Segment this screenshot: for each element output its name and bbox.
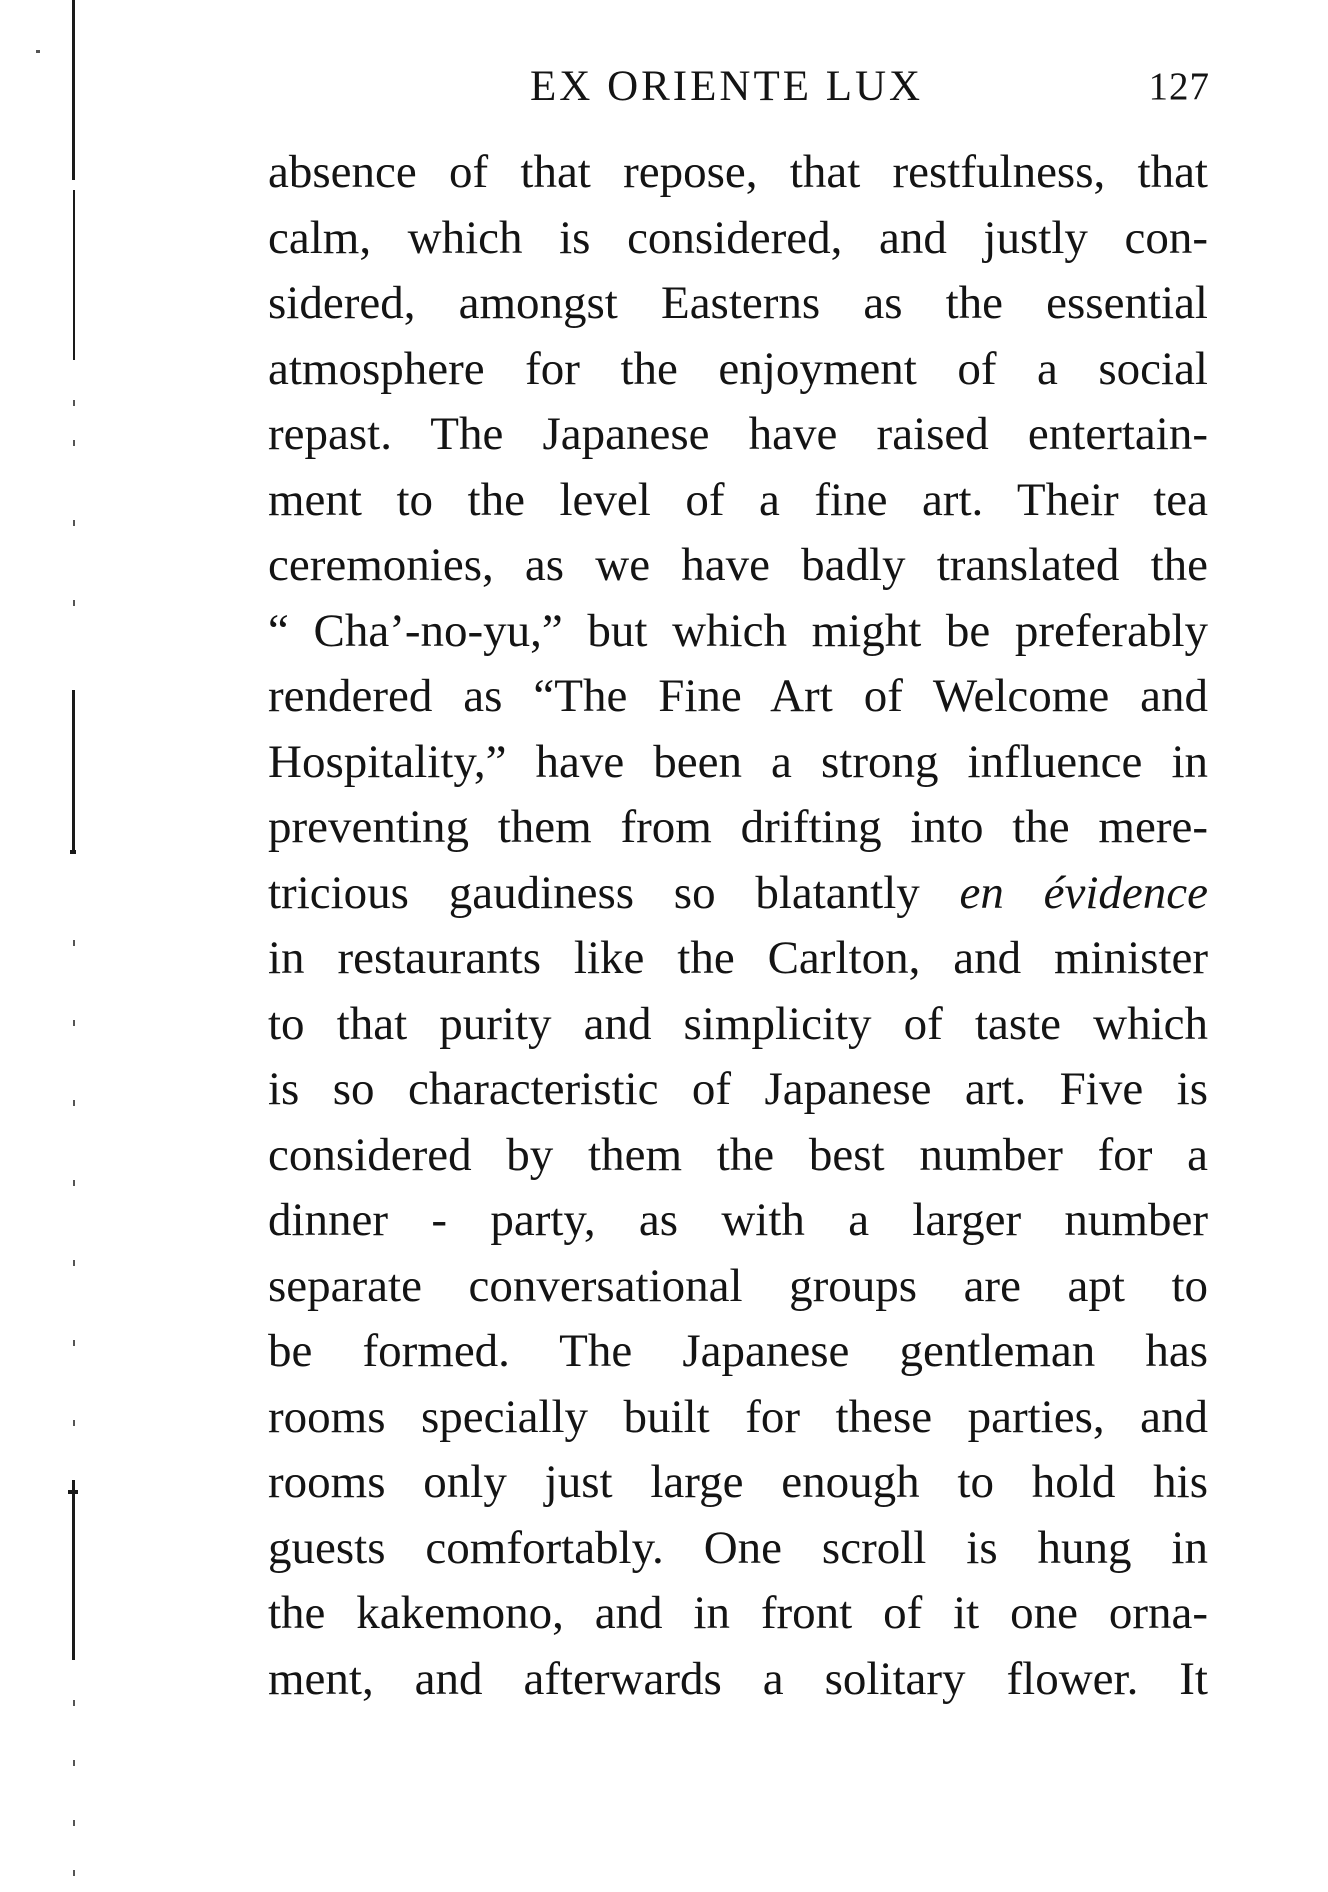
text-line: in restaurants like the Carlton, and minister <box>268 932 1208 984</box>
text-line: Hospitality,” have been a strong influence in <box>268 735 1208 788</box>
text-line: rendered as “The Fine Art of Welcome and <box>268 670 1208 722</box>
italic-phrase: en évidence <box>959 866 1208 919</box>
text-line: ceremonies, as we have badly translated the <box>268 539 1208 591</box>
binding-edge-mark <box>73 1760 75 1766</box>
running-head <box>270 62 1210 112</box>
text-line: repast. The Japanese have raised entertain- <box>268 408 1208 460</box>
binding-edge-line <box>73 190 75 360</box>
page-number: 127 <box>1148 65 1210 108</box>
text-line: considered by them the best number for a <box>268 1128 1208 1181</box>
text-line: rooms only just large enough to hold his <box>268 1456 1208 1508</box>
binding-edge-mark <box>73 1340 75 1346</box>
binding-edge-mark <box>73 1700 75 1706</box>
text-line: dinner - party, as with a larger number <box>268 1194 1208 1246</box>
text-line: the kakemono, and in front of it one orna- <box>268 1587 1208 1639</box>
binding-edge-line <box>70 850 76 854</box>
binding-edge-mark <box>73 440 75 446</box>
text-line: “ Cha’-no-yu,” but which might be preferably <box>268 604 1208 657</box>
body-text <box>268 140 1208 1712</box>
text-line: to that purity and simplicity of taste which <box>268 997 1208 1050</box>
text-line: atmosphere for the enjoyment of a social <box>268 342 1208 395</box>
binding-edge-line <box>72 690 75 850</box>
binding-edge-mark <box>73 1260 75 1266</box>
text-line: be formed. The Japanese gentleman has <box>268 1325 1208 1377</box>
text-line: calm, which is considered, and justly con- <box>268 211 1208 264</box>
text-line: ment to the level of a fine art. Their tea <box>268 473 1208 526</box>
text-line: separate conversational groups are apt to <box>268 1259 1208 1312</box>
binding-edge-mark <box>73 1420 75 1426</box>
binding-edge-mark <box>73 400 75 406</box>
binding-edge-mark <box>36 50 40 53</box>
binding-edge-mark <box>73 1180 75 1186</box>
text-line: preventing them from drifting into the mere- <box>268 801 1208 853</box>
binding-edge-mark <box>73 1020 75 1026</box>
text-line: sidered, amongst Easterns as the essential <box>268 277 1208 329</box>
binding-edge-mark <box>73 940 75 946</box>
binding-edge-mark <box>73 520 75 526</box>
running-title: EX ORIENTE LUX <box>530 63 924 110</box>
text-line: absence of that repose, that restfulness, that <box>268 146 1208 198</box>
binding-edge-mark <box>73 1820 75 1826</box>
text-line: rooms specially built for these parties, and <box>268 1390 1208 1443</box>
binding-edge-line <box>72 0 75 180</box>
text-line: ment, and afterwards a solitary flower. It <box>268 1652 1208 1705</box>
text-line-with-italic <box>268 861 1208 927</box>
binding-edge-mark <box>73 1870 75 1876</box>
text-line: guests comfortably. One scroll is hung in <box>268 1521 1208 1574</box>
text-line-segment: tricious gaudiness so blatantly <box>268 866 920 919</box>
binding-edge-line <box>68 1490 78 1494</box>
text-line: is so characteristic of Japanese art. Five is <box>268 1063 1208 1115</box>
binding-edge-mark <box>73 600 75 606</box>
binding-edge-line <box>72 1480 75 1660</box>
binding-edge-mark <box>73 1100 75 1106</box>
